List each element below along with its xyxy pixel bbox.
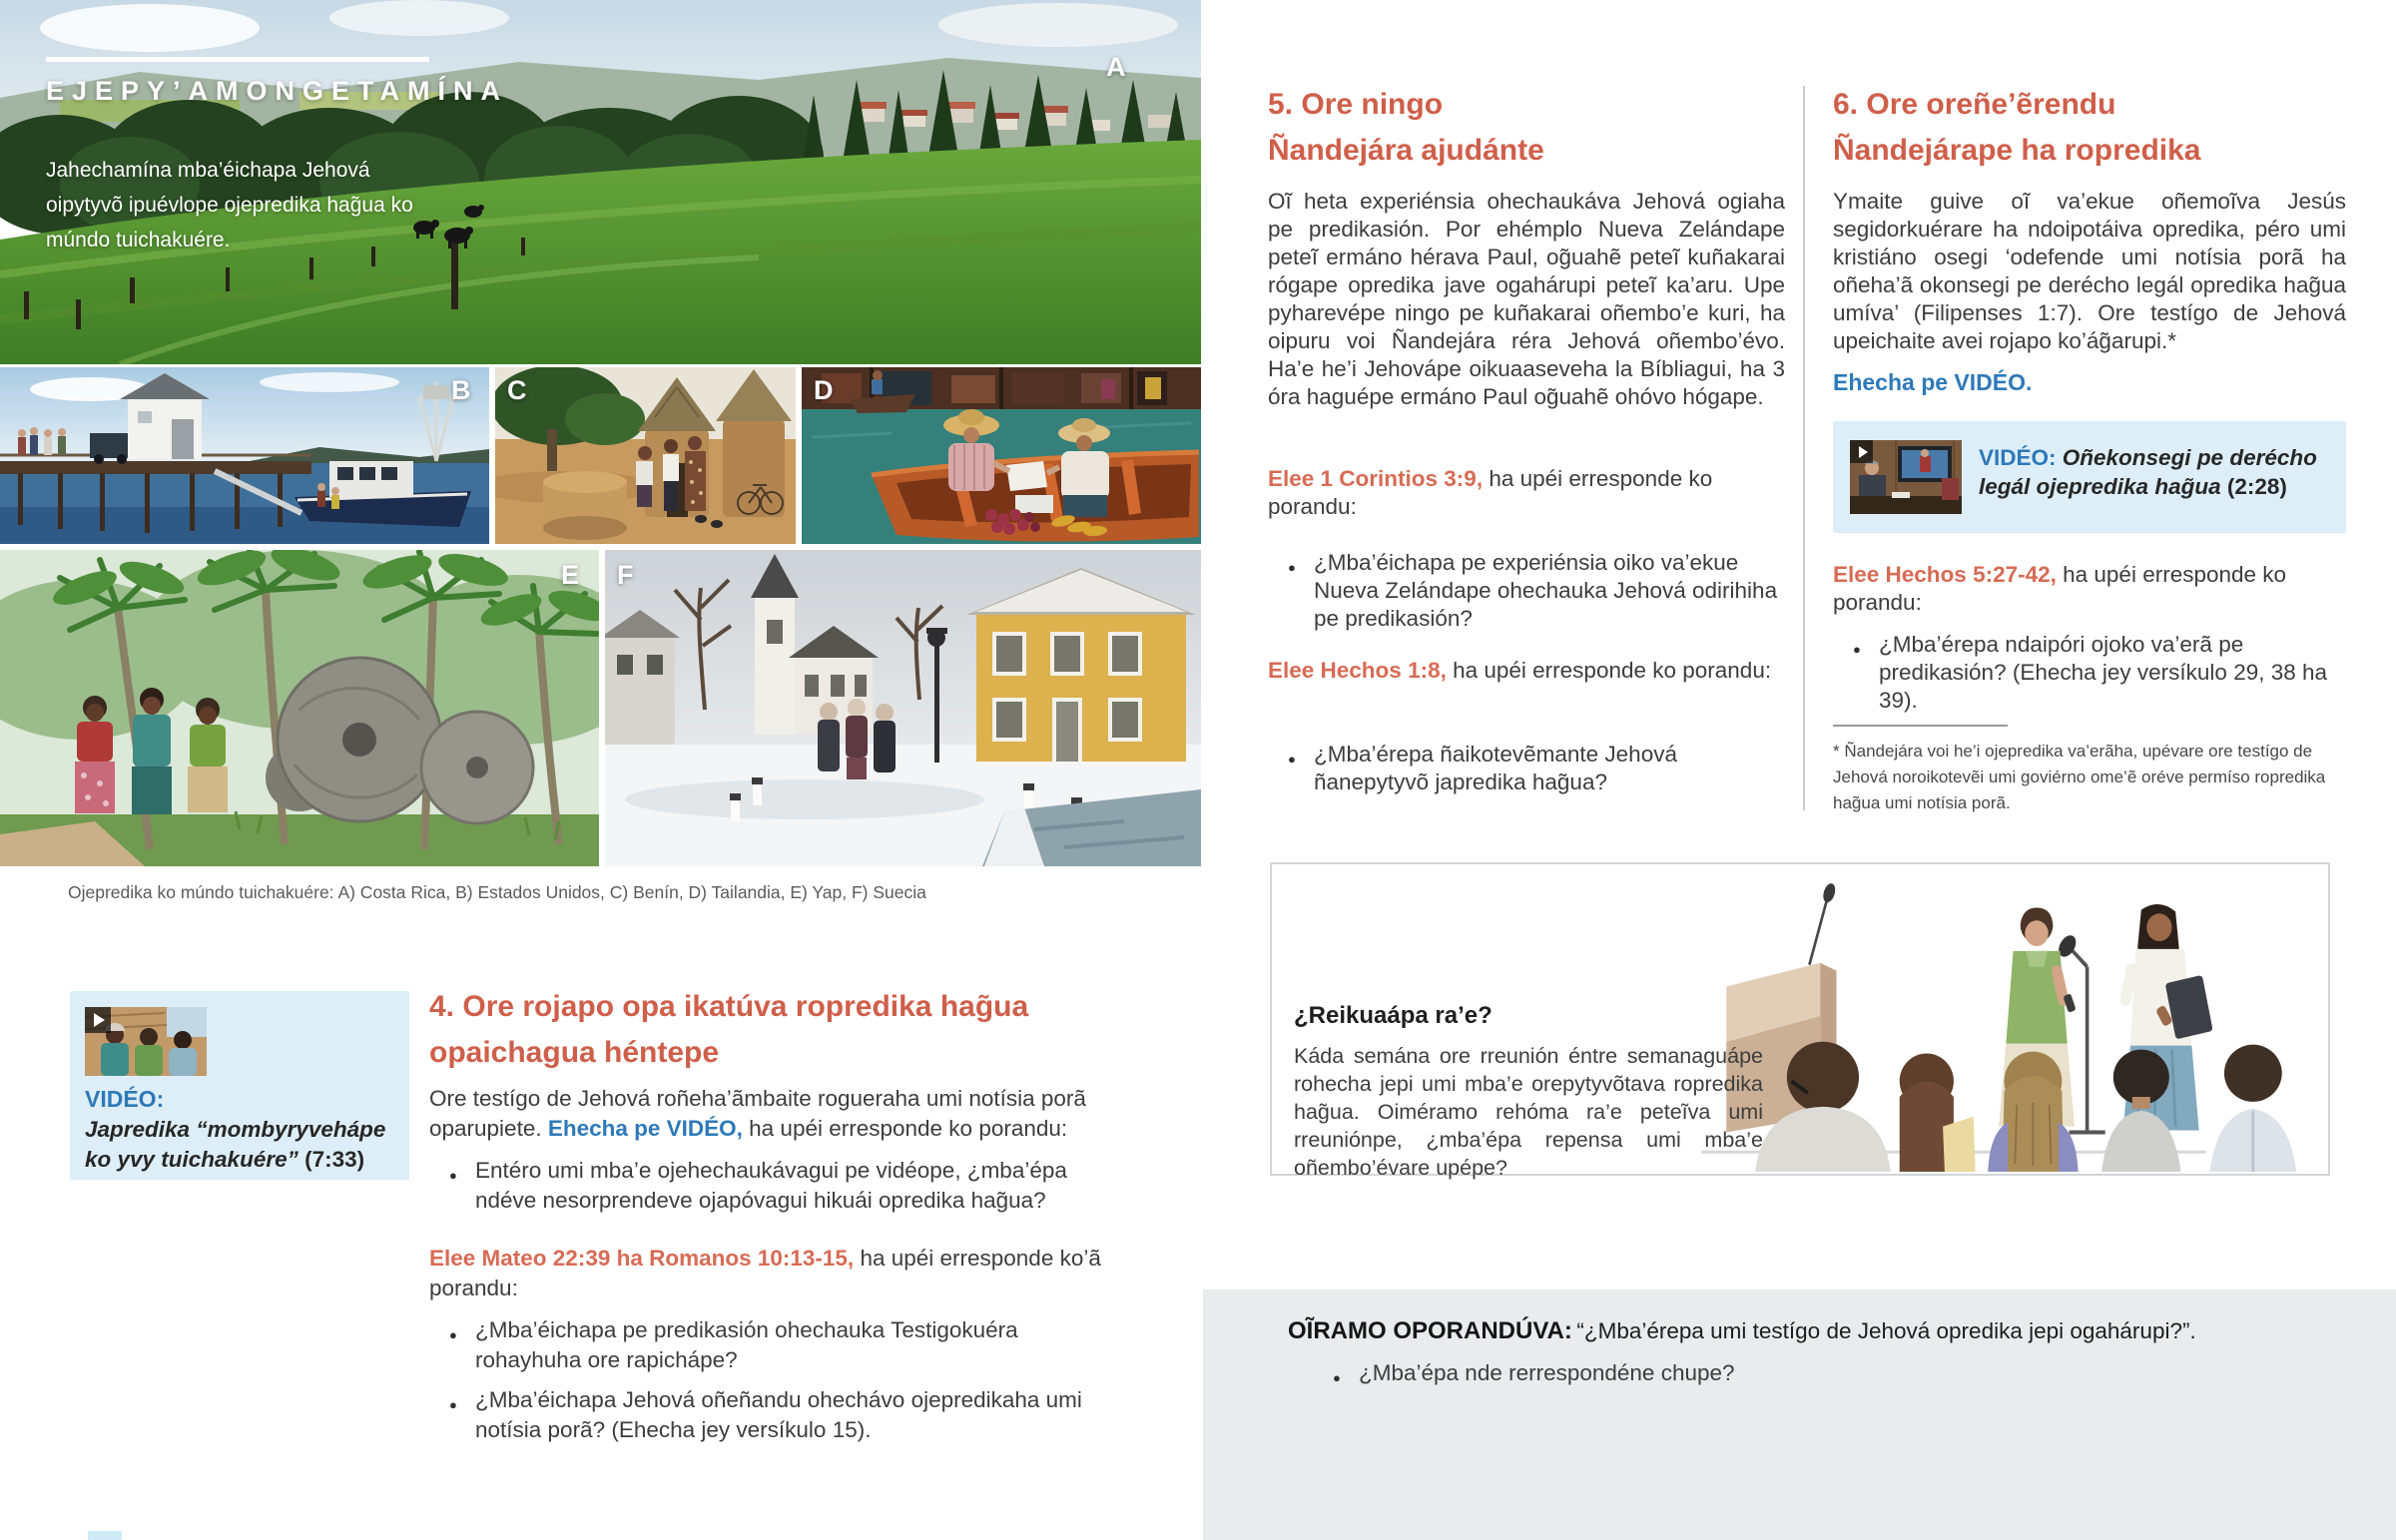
video-title: Japredika “mombyryvehápe ko yvy tuichakuére” (7:33)	[85, 1117, 386, 1172]
video-duration: (7:33)	[304, 1147, 365, 1172]
photo-label-f: F	[617, 560, 634, 590]
video-thumbnail-2[interactable]	[1850, 440, 1962, 514]
play-icon[interactable]	[1850, 440, 1873, 463]
video-card-legal-right[interactable]	[1833, 421, 2346, 533]
section-4-intro: Ore testígo de Jehová roñeha’ãmbaite rogueraha umi notísia porã oparupiete. Ehecha pe VIDÉO, ha upéi erresponde ko porandu:	[429, 1086, 1086, 1141]
section-5-heading: 5. Ore ningo Ñandejára ajudánte	[1268, 88, 1544, 167]
snowy-street-illustration	[605, 550, 1201, 866]
did-you-know-box	[1270, 862, 2330, 1180]
section-6-scripture: Elee Hechos 5:27-42, ha upéi erresponde ko porandu:	[1833, 562, 2287, 615]
video-card-preaching-worldwide[interactable]	[70, 991, 409, 1180]
photo-b-estados-unidos	[0, 367, 489, 544]
review-question-band	[1203, 1289, 2396, 1540]
video-duration-2: (2:28)	[2226, 474, 2287, 499]
video-label-2: VIDÉO:	[1979, 445, 2057, 470]
meeting-stage-illustration	[1701, 868, 2326, 1172]
section-5-scripture-2: Elee Hechos 1:8, ha upéi erresponde ko porandu:	[1268, 658, 1772, 683]
hero-subtitle: Jahechamína mba’éichapa Jehová oipytyvõ ipuévlope ojepredika hag̃ua ko múndo tuichakuére.	[46, 159, 413, 252]
floating-market-illustration	[802, 367, 1201, 544]
scripture-link-hechos-5[interactable]: Elee Hechos 5:27-42,	[1833, 562, 2057, 587]
photo-label-b: B	[451, 375, 471, 405]
photo-caption: Ojepredika ko múndo tuichakuére: A) Costa Rica, B) Estados Unidos, C) Benín, D) Tailandia, E) Yap, F) Suecia	[68, 882, 926, 902]
section-5-bullet-2: ● ¿Mba’érepa ñaikotevẽmante Jehová ñanepytyvõ japredika hag̃ua?	[1268, 741, 1785, 796]
photo-f-suecia	[605, 550, 1201, 866]
dock-boat-illustration	[0, 367, 489, 544]
photo-a-costa-rica	[0, 0, 1201, 364]
section-5-paragraph: Oĩ heta experiénsia ohechaukáva Jehová ogiaha pe predikasión. Por ehémplo Nueva Zelándape peteĩ ermáno hérava Paul, og̃uahẽ peteĩ kuñakarai rógape opredika jave ogahárupi peteĩ ka’aru. Upe pyharevépe ningo pe kuñakarai oñembo’e kuri, ha oipuru voi Ñandejára réra Jehová oñembo’évo. Ha’e he’i Jehovápe oikuaaseveha la Bíbliagui, ha 3 óra haguépe ermáno Paul og̃uahẽ ohóvo hógape.	[1268, 189, 1785, 409]
photo-d-tailandia	[802, 367, 1201, 544]
title-rule	[46, 57, 429, 62]
next-page-peek	[88, 1531, 122, 1540]
stone-money-palms-illustration	[0, 550, 599, 866]
village-huts-illustration	[495, 367, 796, 544]
photo-label-c: C	[507, 375, 527, 405]
video-title-2: VIDÉO: Oñekonsegi pe derécho legál ojepredika hag̃ua (2:28)	[1979, 445, 2317, 499]
page-title: EJEPY’AMONGETAMÍNA	[46, 76, 509, 106]
section-5-scripture-1: Elee 1 Corintios 3:9, ha upéi erresponde ko porandu:	[1268, 466, 1713, 519]
section-6-paragraph: Ymaite guive oĩ va’ekue oñemoĩva Jesús segidorkuérare ha ndoipotáiva opredika, péro umi kristiáno osegi ‘odefende umi notísia porã ha oñeha’ã okonsegi pe derécho legál opredika hag̃ua umíva’ (Filipenses 1:7). Ore testígo de Jehová upeichaite avei rojapo ko’ág̃arupi.*	[1833, 189, 2346, 353]
review-question-label: OĨRAMO OPORANDÚVA:	[1288, 1317, 1572, 1344]
section-4-scripture: Elee Mateo 22:39 ha Romanos 10:13-15, ha upéi erresponde ko’ã porandu:	[429, 1246, 1101, 1300]
section-4-bullet-3: ● ¿Mba’éichapa Jehová oñeñandu ohechávo ojepredikaha umi notísia porã? (Ehecha jey versíkulo 15).	[429, 1385, 1108, 1445]
photo-e-yap	[0, 550, 599, 866]
section-4-heading: 4. Ore rojapo opa ikatúva ropredika hag̃ua opaichagua héntepe	[429, 990, 1029, 1069]
photo-c-benin	[495, 367, 796, 544]
review-question-bullet: ● ¿Mba’épa nde rerrespondéne chupe?	[1313, 1359, 2211, 1387]
watch-video-link[interactable]: Ehecha pe VIDÉO,	[547, 1116, 743, 1141]
photo-label-d: D	[814, 375, 834, 405]
video-thumbnail[interactable]	[85, 1007, 207, 1076]
section-6-bullet: ● ¿Mba’érepa ndaipóri ojoko va’erã pe predikasión? (Ehecha jey versíkulo 29, 38 ha 39).	[1833, 631, 2346, 715]
play-icon[interactable]	[85, 1007, 111, 1033]
column-divider	[1803, 86, 1805, 810]
scripture-link-1corintios[interactable]: Elee 1 Corintios 3:9,	[1268, 466, 1484, 491]
did-you-know-heading: ¿Reikuaápa ra’e?	[1294, 1002, 1493, 1029]
scripture-link-hechos-1-8[interactable]: Elee Hechos 1:8,	[1268, 658, 1447, 683]
section-6-heading: 6. Ore oreñe’ẽrendu Ñandejárape ha ropredika	[1833, 88, 2201, 167]
footnote-rule	[1833, 725, 2008, 727]
footnote: * Ñandejára voi he’i ojepredika va’erãha, upévare ore testígo de Jehová noroikotevẽi umi goviérno ome’ẽ oréve permíso ropredika hag̃ua umi notísia porã.	[1833, 742, 2326, 812]
section-4-bullet-1: ● Entéro umi mba’e ojehechaukávagui pe vidéope, ¿mba’épa ndéve nesorprendeve ojapóvagui hikuái opredika hag̃ua?	[429, 1156, 1128, 1216]
photo-label-a: A	[1106, 52, 1126, 82]
photo-label-e: E	[561, 560, 580, 590]
video-label: VIDÉO:	[85, 1086, 165, 1112]
did-you-know-text: Káda semána ore rreunión éntre semanaguápe rohecha jepi umi mba’e orepytyvõtava ropredika hag̃ua. Oiméramo rehóma ra’e peteĩva umi rreuniónpe, ¿mba’épa repensa umi mba’e oñembo’évare upépe?	[1294, 1044, 1763, 1180]
review-question-line: OĨRAMO OPORANDÚVA: “¿Mba’érepa umi testígo de Jehová opredika jepi ogahárupi?”.	[1288, 1317, 2196, 1344]
watch-video-link-2[interactable]: Ehecha pe VIDÉO.	[1833, 369, 2033, 395]
section-5-bullet-1: ● ¿Mba’éichapa pe experiénsia oiko va’ekue Nueva Zelándape ohechauka Jehová odirihiha pe predikasión?	[1268, 549, 1785, 633]
scripture-link-mateo-romanos[interactable]: Elee Mateo 22:39 ha Romanos 10:13-15,	[429, 1246, 855, 1271]
section-4-bullet-2: ● ¿Mba’éichapa pe predikasión ohechauka Testigokuéra rohayhuha ore rapichápe?	[429, 1315, 1108, 1375]
